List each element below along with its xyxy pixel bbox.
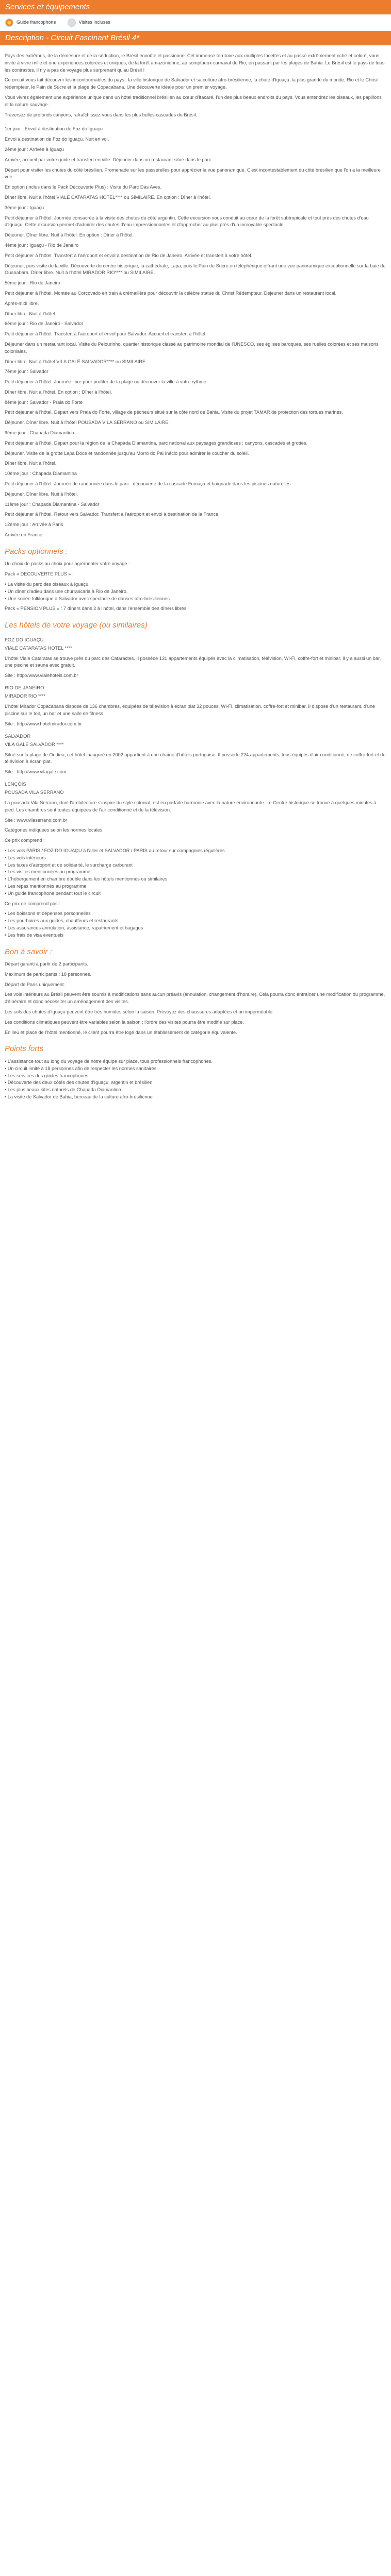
hotel-block	[5, 781, 386, 824]
list-item: • Un dîner d'adieu dans une churrascaria à Rio de Janeiro.	[5, 588, 386, 596]
list-item: • Les pourboires aux guides, chauffeurs et restaurants	[5, 918, 386, 925]
packs-title: Packs optionnels :	[5, 547, 68, 556]
highlights-title: Points forts	[5, 1044, 44, 1054]
itinerary-line: Petit déjeuner à l'hôtel. Journée consacrée à la visite des chutes du côté argentin. Cette excursion vous conduit au cœur de la forêt subtropicale et tout près des chutes d'eau d'Iguaçu. Cette excursion permet d'admirer des chutes d'eau impressionnantes et d'approcher au plus près d'un incroyable spectacle.	[5, 215, 369, 228]
packs-section	[0, 546, 391, 613]
list-item: • L'hébergement en chambre double dans les hôtels mentionnés ou similaires	[5, 876, 386, 883]
itinerary-line: 11ème jour : Chapada Diamantina - Salvador	[5, 501, 100, 507]
feature-guide	[5, 19, 56, 27]
hotel-city: FOZ DO IGUAÇU	[5, 637, 44, 643]
services-header	[0, 0, 391, 14]
hotel-name: VILA GALÉ SALVADOR ****	[5, 741, 64, 747]
hotel-name: POUSADA VILA SERRANO	[5, 790, 64, 795]
description-paragraph: Traversez de profonds canyons, rafraîchissez-vous dans les plus belles cascades du Brésil.	[5, 112, 197, 117]
list-item: • Les vols PARIS / FOZ DO IGUAÇU à l'aller et SALVADOR / PARIS au retour sur compagnies régulières	[5, 848, 386, 855]
hotel-site: Site : http://www.vilagale.com	[5, 769, 67, 775]
itinerary-line: Petit déjeuner à l'hôtel. Journée libre pour profiter de la plage ou découvrir la ville à votre rythme.	[5, 379, 208, 385]
includes-list	[5, 848, 386, 897]
info-paragraph: Départ garanti à partir de 2 participants.	[5, 961, 88, 967]
hotel-city: SALVADOR	[5, 733, 31, 739]
list-item: • Les visites mentionnées au programme	[5, 869, 386, 876]
list-item: • Les repas mentionnés au programme	[5, 883, 386, 890]
info-paragraph: Départ de Paris uniquement.	[5, 981, 65, 987]
itinerary-line: 4ème jour : Iguaçu - Rio de Janeiro	[5, 242, 79, 248]
hotel-site: Site : http://www.hotelmirador.com.br	[5, 721, 82, 726]
pack-pension-text: Pack « PENSION PLUS » : 7 dîners dans 2 à l'hôtel, dans l'ensemble des dîners libres.	[5, 606, 188, 612]
itinerary-line: Dîner libre. Nuit à l'hôtel. En option : Dîner à l'hôtel.	[5, 389, 112, 395]
itinerary-line: Envol à destination de Foz do Iguaçu. Nuit en vol.	[5, 137, 109, 142]
hotel-block	[5, 733, 386, 776]
pack-plus-list	[5, 581, 386, 602]
list-item: • Les vols intérieurs	[5, 855, 386, 862]
services-title: Services et équipements	[5, 3, 90, 11]
info-section	[0, 946, 391, 1037]
itinerary-line: 3ème jour : Iguaçu	[5, 205, 44, 210]
description-paragraph: Ce circuit vous fait découvrir les incontournables du pays : la ville historique de Salvador et sa culture afro-brésilienne, la chute d'Iguaçu, la plus grande du monde, Rio et le Christ rédempteur, le Pain de Sucre et la plage de Copacabana. Une découverte idéale pour un premier voyage.	[5, 77, 378, 90]
itinerary-line: 6ème jour : Rio de Janeiro - Salvador	[5, 321, 84, 327]
list-item: • La visite du parc des oiseaux à Iguaçu.	[5, 581, 386, 588]
categories-note: Catégories indiquées selon les normes locales	[5, 827, 103, 833]
itinerary-line: 2ème jour : Arrivée à Iguaçu	[5, 146, 64, 152]
info-paragraph: Les sols des chutes d'Iguaçu peuvent être très humides selon la saison. Prévoyez des chaussures adaptées et un imperméable.	[5, 1009, 274, 1015]
visits-icon	[68, 19, 76, 27]
itinerary-line: Arrivée en France.	[5, 532, 44, 538]
itinerary-line: 1er jour : Envol à destination de Foz do Iguaçu	[5, 126, 103, 132]
itinerary-line: Dîner libre. Nuit à l'hôtel VIALE CATARATAS HOTEL**** ou SIMILAIRE. En option : Dîner à l'hôtel.	[5, 194, 211, 200]
list-item: • La visite de Salvador de Bahia, berceau de la culture afro-brésilienne.	[5, 1094, 386, 1101]
itinerary-line: Déjeuner. Dîner libre. Nuit à l'hôtel POUSADA VILA SERRANO ou SIMILAIRE.	[5, 420, 170, 426]
excludes-title: Ce prix ne comprend pas :	[5, 901, 60, 906]
itinerary-line: 12ème jour : Arrivée à Paris	[5, 522, 63, 528]
list-item: • Découverte des deux côtés des chutes d'Iguaçu, argentin et brésilien.	[5, 1079, 386, 1087]
itinerary-line: Petit déjeuner à l'hôtel. Départ vers Praia do Forte, village de pêcheurs situé sur la côte nord de Bahia. Visite du projet TAMAR de protection des tortues marines.	[5, 410, 343, 415]
hotel-city: RIO DE JANEIRO	[5, 685, 44, 691]
itinerary-line: Déjeuner, puis visite de la ville. Découverte du centre historique, la cathédrale, Lapa, puis le Pain de Sucre en téléphérique offrant une vue panoramique exceptionnelle sur la baie de Guanabara. Dîner libre. Nuit à l'hôtel MIRADOR RIO**** ou SIMILAIRE.	[5, 263, 386, 276]
description-body	[0, 45, 391, 539]
highlights-list	[5, 1058, 386, 1101]
list-item: • L'assistance tout au long du voyage de notre équipe sur place, tous professionnels francophones.	[5, 1058, 386, 1065]
itinerary-line: Petit déjeuner à l'hôtel. Départ pour la région de la Chapada Diamantina, parc national aux paysages grandioses : canyons, cascades et grottes.	[5, 440, 308, 446]
hotel-site: Site : www.vilaserrano.com.br	[5, 817, 68, 823]
itinerary-line: 5ème jour : Rio de Janeiro	[5, 280, 60, 286]
info-title: Bon à savoir :	[5, 947, 52, 956]
itinerary-line: 10ème jour : Chapada Diamantina	[5, 471, 77, 477]
itinerary-line: Petit déjeuner à l'hôtel. Journée de randonnée dans le parc : découverte de la cascade Fumaça et baignade dans les piscines naturelles.	[5, 481, 292, 487]
list-item: • Les plus beaux sites naturels de Chapada Diamantina.	[5, 1087, 386, 1094]
feature-guide-label: Guide francophone	[17, 20, 56, 25]
features-row	[0, 14, 391, 31]
itinerary-line: Déjeuner dans un restaurant local. Visite du Pelourinho, quartier historique classé au patrimoine mondial de l'UNESCO, ses églises baroques, ses ruelles colorées et ses maisons coloniales.	[5, 341, 379, 354]
hotel-text: La pousada Vila Serrano, dont l'architecture s'inspire du style colonial, est en parfaite harmonie avec la nature environnante. Le Centre historique se trouve à quelques minutes à pied. Les chambres sont toutes équipées de l'air conditionné et de la télévision.	[5, 800, 377, 812]
hotel-block	[5, 685, 386, 727]
info-paragraph: En lieu et place de l'hôtel mentionné, le client pourra être logé dans un établissement de catégorie équivalente.	[5, 1029, 237, 1035]
description-header	[0, 31, 391, 45]
includes-title: Ce prix comprend :	[5, 838, 45, 843]
hotel-text: Situé sur la plage de Ondina, cet hôtel inauguré en 2002 appartient à une chaîne d'hôtels portugaise. Il possède 224 appartements, tous équipés d'air conditionné, de coffre-fort et de télévision à écran plat.	[5, 752, 386, 765]
hotel-text: L'hôtel Viale Cataratas se trouve près du parc des Cataractes. Il possède 131 appartements équipés avec la climatisation, télévision, Wi-Fi, coffre-fort et minibar. Il y a aussi un bar, une piscine et sauna avec gratuit.	[5, 655, 381, 668]
itinerary-line: Petit déjeuner à l'hôtel. Retour vers Salvador. Transfert à l'aéroport et envol à destination de la France.	[5, 512, 220, 517]
list-item: • Une soirée folklorique à Salvador avec spectacle de danses afro-brésiliennes.	[5, 596, 386, 603]
feature-visits	[68, 19, 110, 27]
pack-plus-title: Pack « DECOUVERTE PLUS » :	[5, 571, 74, 577]
itinerary-line: Après-midi libre.	[5, 300, 39, 306]
highlights-section	[0, 1043, 391, 1100]
itinerary-line: 7ème jour : Salvador	[5, 369, 48, 375]
description-title: Description - Circuit Fascinant Brésil 4*	[5, 33, 140, 42]
hotel-name: VIALE CATARATAS HOTEL ****	[5, 645, 72, 651]
guide-icon	[5, 19, 13, 27]
feature-visits-label: Visites incluses	[78, 20, 110, 25]
itinerary-line: En option (inclus dans le Pack Découverte Plus) : Visite du Parc Das Aves.	[5, 184, 162, 190]
list-item: • Les frais de visa éventuels	[5, 932, 386, 939]
list-item: • Les taxes d'aéroport et de solidarité, le surcharge carburant	[5, 862, 386, 869]
list-item: • Un guide francophone pendant tout le circuit	[5, 890, 386, 897]
list-item: • Les boissons et dépenses personnelles	[5, 910, 386, 918]
hotel-city: LENÇÓIS	[5, 781, 26, 787]
itinerary-line: Déjeuner. Visite de la grotte Lapa Doce et randonnée jusqu'au Morro do Pai Inácio pour admirer le coucher du soleil.	[5, 450, 249, 456]
itinerary-line: Arrivée, accueil par votre guide et transfert en ville. Déjeuner dans un restaurant situé dans le parc.	[5, 157, 213, 162]
itinerary-line: Petit déjeuner à l'hôtel. Montée au Corcovado en train à crémaillère pour découvrir la célèbre statue du Christ Rédempteur. Déjeuner dans un restaurant local.	[5, 290, 337, 296]
info-paragraph: Les vols intérieurs au Brésil peuvent être soumis à modifications sans aucun préavis (annulation, changement d'horaire). Cela pourra donc entraîner une modification du programme, d'itinéraire et donc nécessiter un aménagement des visites.	[5, 992, 385, 1005]
list-item: • Les assurances annulation, assistance, rapatriement et bagages	[5, 925, 386, 932]
description-paragraph: Vous vivrez également une expérience unique dans un hôtel traditionnel brésilien au cœur d'Itacaré, l'un des plus beaux endroits du pays. Vous entendrez les oiseaux, les papillons et la nature sauvage.	[5, 94, 382, 107]
hotel-name: MIRADOR RIO ****	[5, 693, 46, 699]
itinerary-days	[5, 126, 386, 538]
itinerary-line: Dîner libre. Nuit à l'hôtel.	[5, 461, 57, 466]
hotels-section	[0, 620, 391, 939]
hotel-text: L'hôtel Mirador Copacabana dispose de 136 chambres, équipées de télévision à écran plat 32 pouces, Wi-Fi, climatisation, coffre-fort et minibar. Il dispose d'un restaurant, d'une piscine sur le toit, un bar et une salle de fitness.	[5, 704, 376, 716]
list-item: • Les services des guides francophones.	[5, 1073, 386, 1080]
itinerary-line: Petit déjeuner à l'hôtel. Transfert à l'aéroport et envol pour Salvador. Accueil et transfert à l'hôtel.	[5, 331, 207, 337]
info-paragraph: Les conditions climatiques peuvent être variables selon la saison ; l'ordre des visites pourra être modifié sur place.	[5, 1019, 244, 1025]
itinerary-line: 9ème jour : Chapada Diamantina	[5, 430, 74, 436]
info-paragraph: Maximum de participants : 18 personnes.	[5, 971, 92, 977]
itinerary-line: Petit déjeuner à l'hôtel. Transfert à l'aéroport et envol à destination de Rio de Janeiro. Arrivée et transfert à votre hôtel.	[5, 252, 253, 258]
list-item: • Un circuit limité à 18 personnes afin de respecter les normes sanitaires.	[5, 1065, 386, 1073]
itinerary-line: Dîner libre. Nuit à l'hôtel VILA GALÉ SALVADOR**** ou SIMILAIRE.	[5, 359, 147, 364]
description-paragraph: Pays des extrêmes, de la démesure et de la séduction, le Brésil envoûte et passionne. Cet immense territoire aux multiples facettes et au passé extrêmement riche et coloré, vous invite à vivre mille et une expériences colorées et uniques, de la forêt amazonienne, au somptueux carnaval de Rio, en passant par les plages de Bahia. Le Brésil est le pays de tous les contrastes, il n'y a pas de voyage plus surprenant qu'au Brésil !	[5, 53, 385, 73]
itinerary-line: 8ème jour : Salvador - Praia do Forte	[5, 399, 83, 405]
excludes-list	[5, 910, 386, 939]
itinerary-line: Départ pour visiter les chutes du côté brésilien. Promenade sur les passerelles pour apprécier la vue panoramique. C'est incontestablement du côté brésilien que l'on a la meilleure vue.	[5, 167, 381, 180]
hotels-title: Les hôtels de votre voyage (ou similaires)	[5, 621, 148, 630]
itinerary-line: Déjeuner. Dîner libre. Nuit à l'hôtel.	[5, 491, 78, 497]
packs-intro: Un choix de packs au choix pour agrémenter votre voyage :	[5, 561, 130, 567]
itinerary-line: Dîner libre. Nuit à l'hôtel.	[5, 311, 57, 316]
itinerary-line: Déjeuner. Dîner libre. Nuit à l'hôtel. En option : Dîner à l'hôtel.	[5, 232, 134, 238]
hotel-block	[5, 637, 386, 680]
hotel-site: Site : http://www.vialehoteis.com.br	[5, 673, 78, 679]
